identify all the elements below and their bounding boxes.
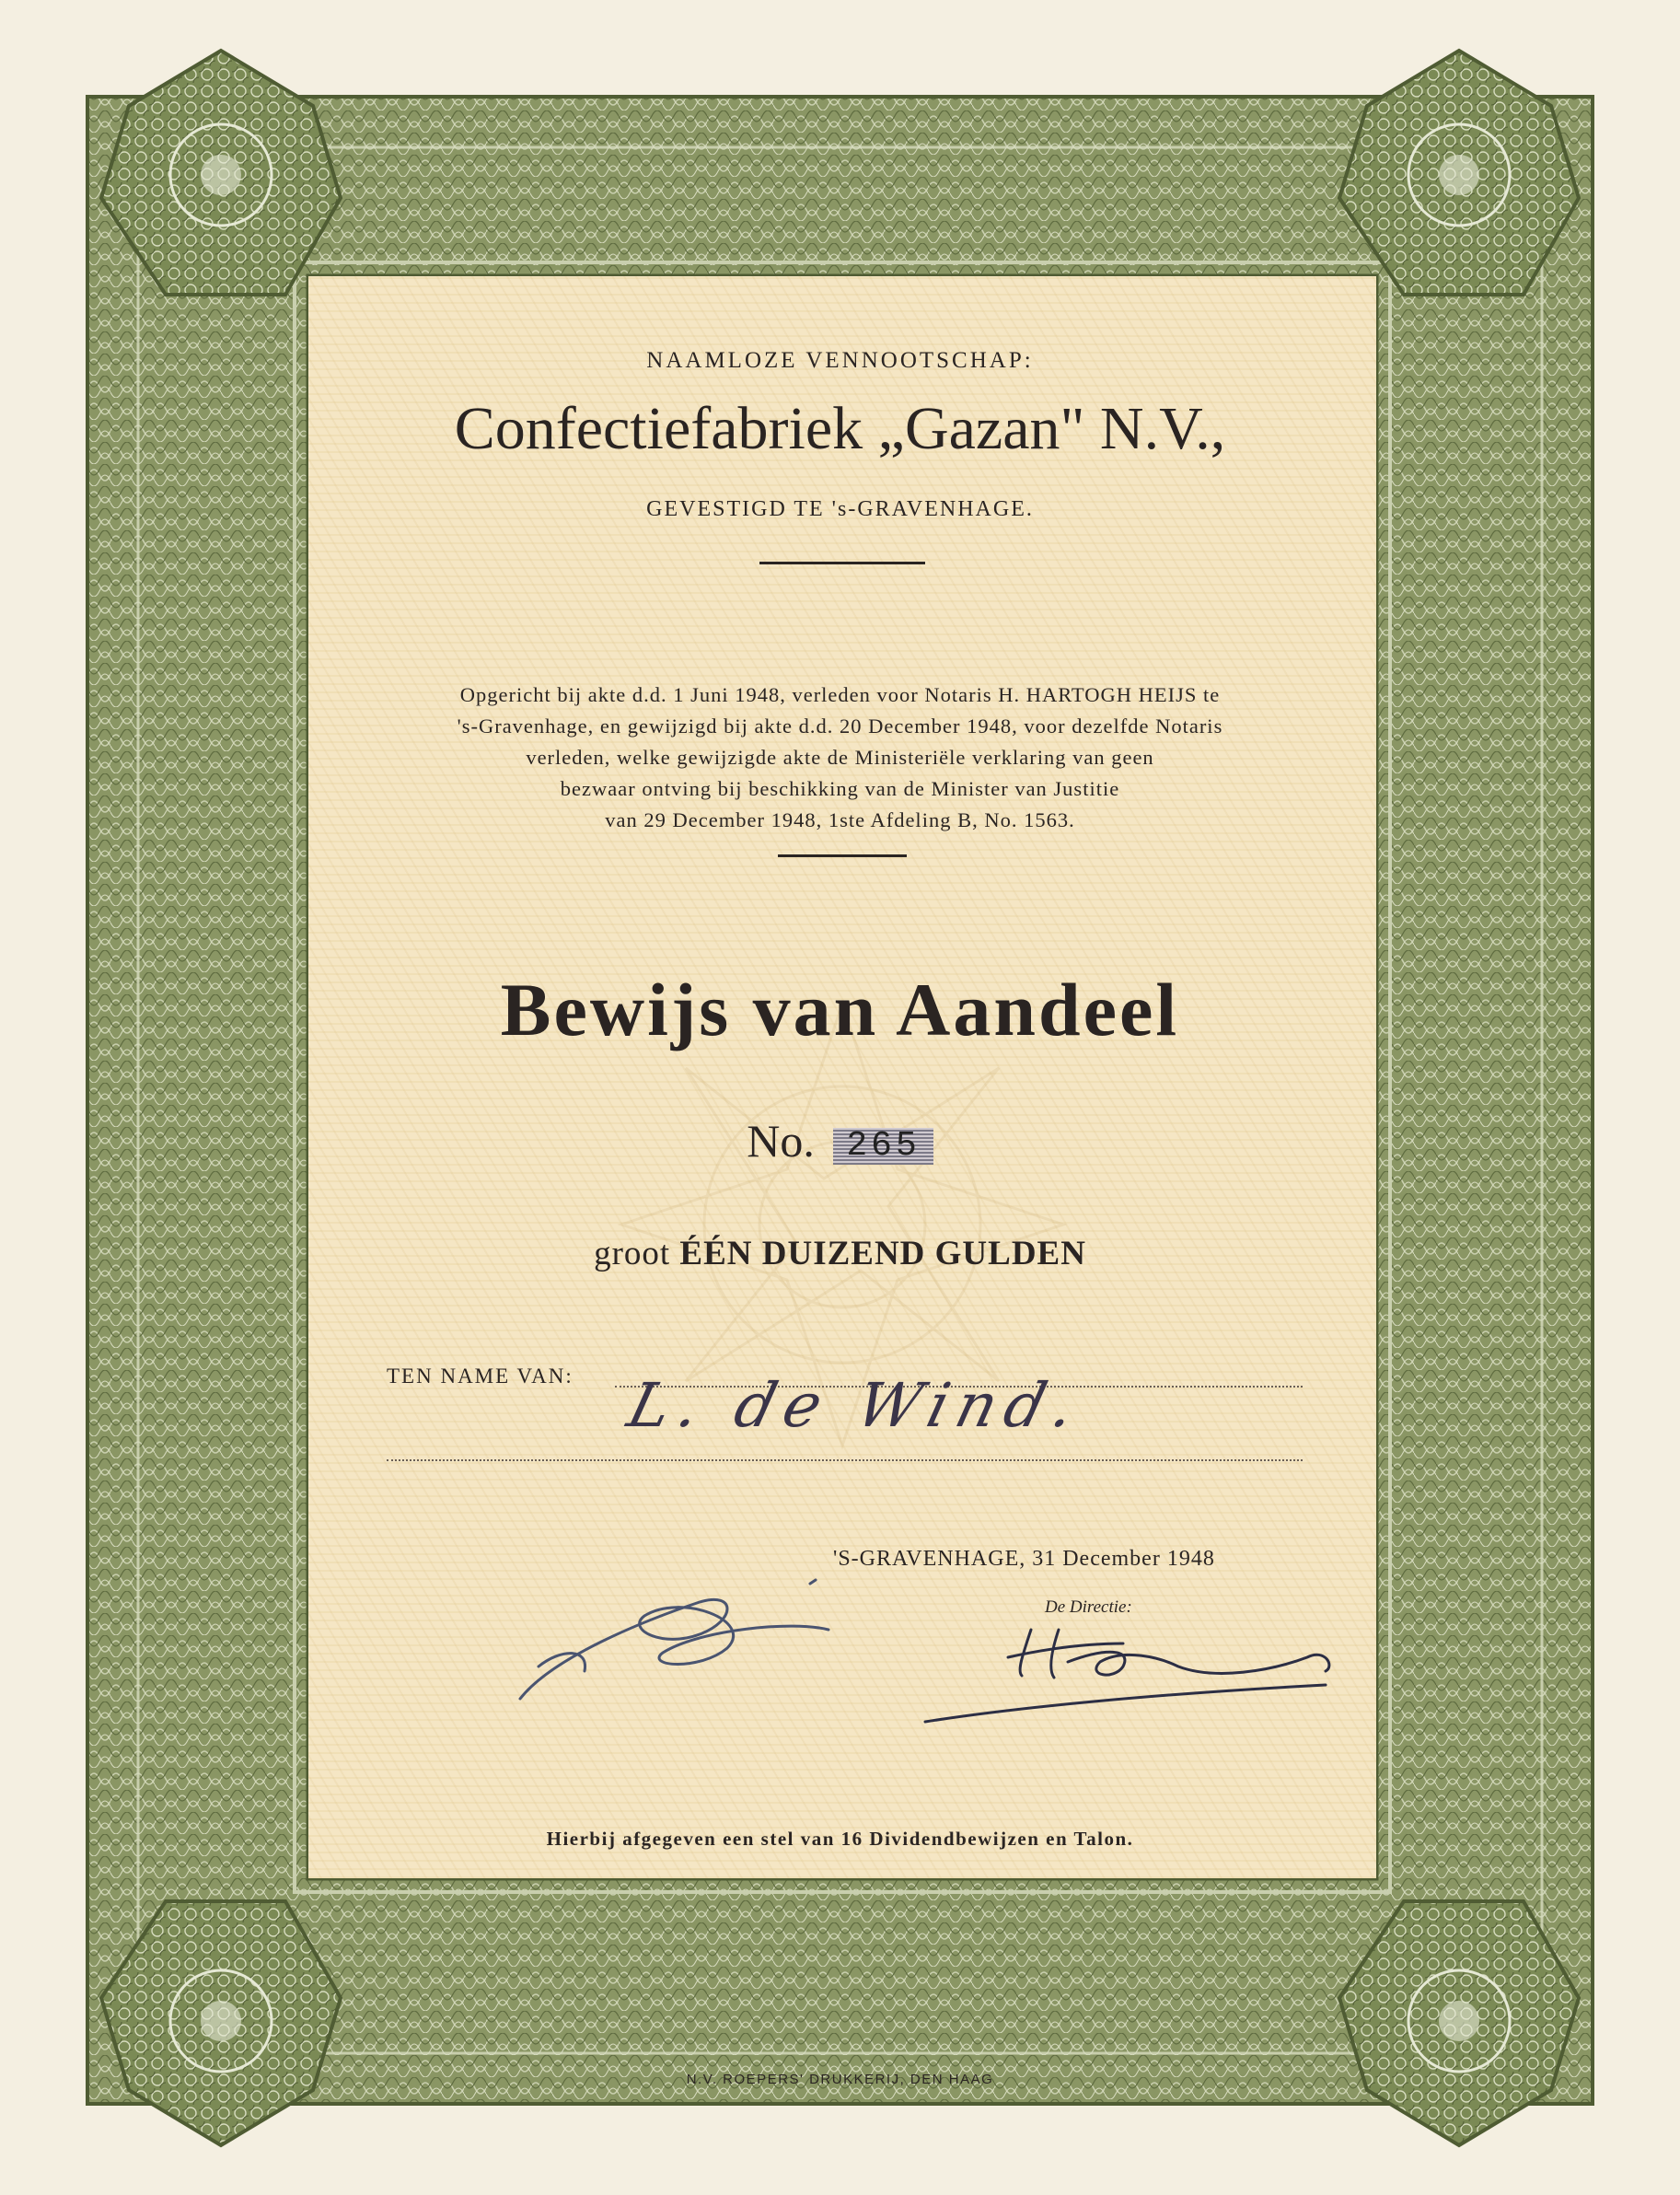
amount-prefix: groot [594,1235,671,1272]
incorporation-line: bezwaar ontving bij beschikking van de Minister van Justitie [560,777,1120,800]
number-label: No. [747,1115,815,1167]
company-seat: GEVESTIGD TE 's-GRAVENHAGE. [646,497,1034,521]
incorporation-line: van 29 December 1948, 1ste Afdeling B, No. 1563. [605,808,1075,831]
certificate-number-row [0,1114,1680,1167]
holder-label: TEN NAME VAN: [387,1365,574,1388]
certificate-number: 265 [833,1128,933,1165]
certificate-title: Bewijs van Aandeel [500,968,1180,1051]
printer-imprint: N.V. ROEPERS' DRUKKERIJ, DEN HAAG [686,2072,994,2087]
directie-label: De Directie: [1045,1597,1132,1617]
header-divider [759,562,925,564]
incorporation-line: Opgericht bij akte d.d. 1 Juni 1948, verleden voor Notaris H. HARTOGH HEIJS te [459,683,1221,706]
incorporation-line: verleden, welke gewijzigde akte de Ministeriële verklaring van geen [526,746,1154,769]
incorporation-line: 's-Gravenhage, en gewijzigd bij akte d.d. 20 December 1948, voor dezelfde Notaris [457,714,1223,737]
amount-value: ÉÉN DUIZEND GULDEN [679,1235,1086,1272]
share-amount [0,1234,1680,1273]
holder-dotted-line-bottom [387,1459,1303,1461]
company-name: Confectiefabriek „Gazan" N.V., [454,395,1226,462]
incorporation-text [0,679,1680,836]
holder-name-handwritten: L. de Wind. [620,1370,1092,1441]
company-type-heading: NAAMLOZE VENNOOTSCHAP: [646,348,1034,373]
text-divider [778,854,907,857]
place-and-date: 'S-GRAVENHAGE, 31 December 1948 [833,1547,1215,1571]
dividend-coupons-note: Hierbij afgegeven een stel van 16 Dividendbewijzen en Talon. [546,1828,1134,1850]
